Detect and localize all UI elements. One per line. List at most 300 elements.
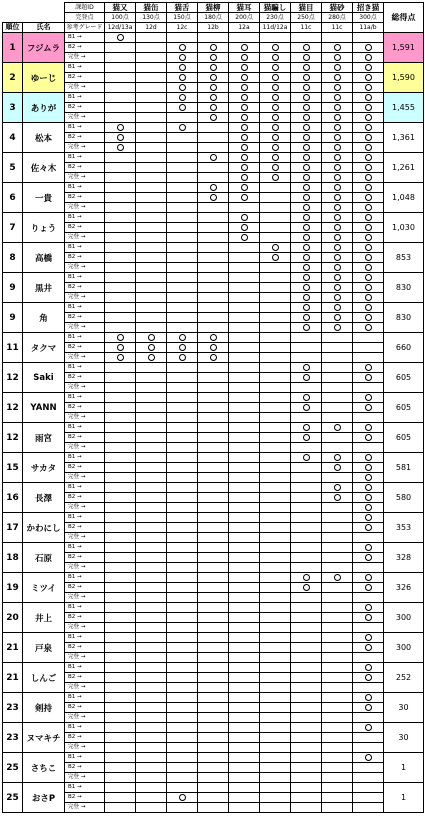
empty-cell — [322, 403, 353, 413]
empty-cell — [322, 333, 353, 343]
attempt-label: 完登 → — [65, 383, 105, 393]
empty-cell — [322, 713, 353, 723]
empty-cell — [167, 373, 198, 383]
empty-cell — [229, 313, 260, 323]
sent-mark — [322, 253, 353, 263]
empty-cell — [229, 443, 260, 453]
circle-icon — [334, 314, 341, 321]
sent-mark — [322, 133, 353, 143]
empty-cell — [291, 493, 322, 503]
empty-cell — [136, 63, 167, 73]
circle-icon — [365, 284, 372, 291]
circle-icon — [272, 74, 279, 81]
empty-cell — [167, 153, 198, 163]
circle-icon — [334, 284, 341, 291]
empty-cell — [105, 573, 136, 583]
circle-icon — [179, 794, 186, 801]
attempt-label: B1 → — [65, 753, 105, 763]
empty-cell — [198, 783, 229, 793]
empty-cell — [136, 263, 167, 273]
empty-cell — [291, 793, 322, 803]
grade-label: 参考グレード — [66, 24, 103, 31]
sent-mark — [229, 113, 260, 123]
empty-cell — [198, 663, 229, 673]
empty-cell — [353, 713, 384, 723]
empty-cell — [198, 513, 229, 523]
sent-mark — [260, 63, 291, 73]
empty-cell — [198, 483, 229, 493]
attempt-label: B2 → — [65, 613, 105, 623]
empty-cell — [167, 203, 198, 213]
circle-icon — [334, 204, 341, 211]
sent-mark — [136, 343, 167, 353]
empty-cell — [167, 213, 198, 223]
empty-cell — [229, 413, 260, 423]
sent-mark — [198, 333, 229, 343]
empty-cell — [229, 393, 260, 403]
empty-cell — [136, 703, 167, 713]
circle-icon — [365, 54, 372, 61]
player-attempt-row — [3, 673, 424, 683]
empty-cell — [136, 383, 167, 393]
circle-icon — [272, 144, 279, 151]
circle-icon — [365, 674, 372, 681]
empty-cell — [322, 473, 353, 483]
player-total: 300 — [384, 603, 424, 633]
sent-mark — [260, 53, 291, 63]
circle-icon — [303, 424, 310, 431]
empty-cell — [322, 803, 353, 813]
empty-cell — [260, 643, 291, 653]
empty-cell — [291, 513, 322, 523]
player-rank: 12 — [3, 423, 23, 453]
circle-icon — [334, 144, 341, 151]
empty-cell — [136, 413, 167, 423]
attempt-label: 完登 → — [65, 53, 105, 63]
empty-cell — [353, 593, 384, 603]
empty-cell — [136, 143, 167, 153]
empty-cell — [198, 303, 229, 313]
sent-mark — [291, 143, 322, 153]
empty-cell — [136, 423, 167, 433]
circle-icon — [365, 554, 372, 561]
empty-cell — [167, 323, 198, 333]
empty-cell — [136, 273, 167, 283]
sent-mark — [353, 393, 384, 403]
circle-icon — [334, 244, 341, 251]
empty-cell — [322, 553, 353, 563]
empty-cell — [105, 393, 136, 403]
empty-cell — [105, 783, 136, 793]
circle-icon — [365, 584, 372, 591]
empty-cell — [229, 803, 260, 813]
empty-cell — [136, 453, 167, 463]
empty-cell — [167, 603, 198, 613]
sent-mark — [198, 183, 229, 193]
empty-cell — [105, 663, 136, 673]
empty-cell — [198, 123, 229, 133]
player-attempt-row — [3, 443, 424, 453]
empty-cell — [167, 413, 198, 423]
problem-grade: 12c — [167, 23, 198, 33]
player-attempt-row — [3, 643, 424, 653]
empty-cell — [229, 473, 260, 483]
empty-cell — [353, 683, 384, 693]
circle-icon — [303, 304, 310, 311]
empty-cell — [167, 783, 198, 793]
sent-mark — [353, 303, 384, 313]
circle-icon — [334, 224, 341, 231]
circle-icon — [365, 394, 372, 401]
empty-cell — [136, 33, 167, 43]
sent-mark — [322, 273, 353, 283]
circle-icon — [365, 84, 372, 91]
empty-cell — [229, 553, 260, 563]
sent-mark — [322, 103, 353, 113]
sent-mark — [198, 73, 229, 83]
empty-cell — [322, 643, 353, 653]
empty-cell — [322, 523, 353, 533]
problem-name: 猫耳 — [229, 3, 260, 13]
sent-mark — [353, 373, 384, 383]
empty-cell — [198, 613, 229, 623]
empty-cell — [260, 763, 291, 773]
empty-cell — [322, 743, 353, 753]
empty-cell — [105, 253, 136, 263]
circle-icon — [179, 334, 186, 341]
circle-icon — [365, 644, 372, 651]
circle-icon — [210, 44, 217, 51]
sent-mark — [105, 133, 136, 143]
empty-cell — [167, 453, 198, 463]
attempt-label: 完登 → — [65, 533, 105, 543]
empty-cell — [260, 613, 291, 623]
circle-icon — [241, 134, 248, 141]
empty-cell — [260, 283, 291, 293]
sent-mark — [322, 423, 353, 433]
empty-cell — [260, 313, 291, 323]
sent-mark — [229, 53, 260, 63]
empty-cell — [105, 363, 136, 373]
empty-cell — [167, 513, 198, 523]
sent-mark — [353, 313, 384, 323]
empty-cell — [229, 363, 260, 373]
attempt-label: B2 → — [65, 493, 105, 503]
sent-mark — [167, 43, 198, 53]
sent-mark — [353, 493, 384, 503]
circle-icon — [334, 264, 341, 271]
empty-cell — [322, 603, 353, 613]
circle-icon — [303, 294, 310, 301]
circle-icon — [241, 104, 248, 111]
sent-mark — [198, 63, 229, 73]
circle-icon — [365, 454, 372, 461]
empty-cell — [167, 313, 198, 323]
empty-cell — [322, 413, 353, 423]
sent-mark — [229, 153, 260, 163]
empty-cell — [105, 113, 136, 123]
player-name: タクマ — [23, 333, 65, 363]
player-name: しんご — [23, 663, 65, 693]
empty-cell — [136, 543, 167, 553]
player-name: 戸泉 — [23, 633, 65, 663]
player-attempt-row — [3, 153, 424, 163]
circle-icon — [303, 44, 310, 51]
empty-cell — [260, 193, 291, 203]
sent-mark — [260, 173, 291, 183]
sent-mark — [353, 243, 384, 253]
attempt-label: B2 → — [65, 283, 105, 293]
player-total: 830 — [384, 273, 424, 303]
empty-cell — [136, 803, 167, 813]
player-attempt-row — [3, 803, 424, 813]
circle-icon — [334, 324, 341, 331]
results-table — [2, 2, 424, 813]
empty-cell — [322, 353, 353, 363]
empty-cell — [198, 243, 229, 253]
empty-cell — [353, 353, 384, 363]
sent-mark — [229, 43, 260, 53]
player-attempt-row — [3, 533, 424, 543]
empty-cell — [105, 93, 136, 103]
circle-icon — [210, 184, 217, 191]
sent-mark — [353, 483, 384, 493]
empty-cell — [105, 523, 136, 533]
attempt-label: 完登 → — [65, 443, 105, 453]
player-name: さちこ — [23, 753, 65, 783]
empty-cell — [136, 743, 167, 753]
attempt-label: 完登 → — [65, 113, 105, 123]
empty-cell — [105, 43, 136, 53]
empty-cell — [229, 783, 260, 793]
attempt-label: B2 → — [65, 403, 105, 413]
attempt-label: B1 → — [65, 423, 105, 433]
sent-mark — [198, 53, 229, 63]
problem-name: 猫砂 — [322, 3, 353, 13]
sent-mark — [291, 133, 322, 143]
sent-mark — [322, 203, 353, 213]
empty-cell — [353, 563, 384, 573]
empty-cell — [167, 683, 198, 693]
sent-mark — [353, 553, 384, 563]
empty-cell — [105, 533, 136, 543]
sent-mark — [353, 253, 384, 263]
circle-icon — [241, 214, 248, 221]
attempt-label: B1 → — [65, 243, 105, 253]
sent-mark — [198, 43, 229, 53]
circle-icon — [365, 524, 372, 531]
sent-mark — [322, 453, 353, 463]
empty-cell — [322, 583, 353, 593]
player-attempt-row — [3, 253, 424, 263]
empty-cell — [260, 593, 291, 603]
empty-cell — [136, 283, 167, 293]
empty-cell — [322, 373, 353, 383]
circle-icon — [334, 234, 341, 241]
circle-icon — [241, 94, 248, 101]
empty-cell — [167, 383, 198, 393]
empty-cell — [136, 753, 167, 763]
problem-points: 150点 — [167, 13, 198, 23]
sent-mark — [353, 123, 384, 133]
empty-cell — [291, 683, 322, 693]
empty-cell — [136, 303, 167, 313]
sent-mark — [353, 423, 384, 433]
sent-mark — [167, 333, 198, 343]
player-attempt-row — [3, 233, 424, 243]
circle-icon — [365, 64, 372, 71]
player-attempt-row — [3, 123, 424, 133]
empty-cell — [136, 733, 167, 743]
empty-cell — [260, 803, 291, 813]
problem-points: 280点 — [322, 13, 353, 23]
sent-mark — [353, 753, 384, 763]
sent-mark — [291, 203, 322, 213]
problem-id-label: 課題ID — [65, 3, 105, 13]
header-points-row — [3, 13, 424, 23]
circle-icon — [334, 84, 341, 91]
empty-cell — [229, 263, 260, 273]
sent-mark — [229, 83, 260, 93]
player-rank: 9 — [3, 303, 23, 333]
empty-cell — [260, 793, 291, 803]
circle-icon — [334, 54, 341, 61]
attempt-label: B2 → — [65, 193, 105, 203]
circle-icon — [365, 634, 372, 641]
circle-icon — [334, 294, 341, 301]
sent-mark — [291, 173, 322, 183]
empty-cell — [136, 103, 167, 113]
player-rank: 19 — [3, 573, 23, 603]
sent-mark — [229, 183, 260, 193]
empty-cell — [229, 723, 260, 733]
player-attempt-row — [3, 563, 424, 573]
circle-icon — [334, 124, 341, 131]
empty-cell — [353, 803, 384, 813]
empty-cell — [229, 343, 260, 353]
empty-cell — [136, 593, 167, 603]
empty-cell — [136, 233, 167, 243]
empty-cell — [291, 623, 322, 633]
empty-cell — [260, 603, 291, 613]
circle-icon — [303, 134, 310, 141]
circle-icon — [210, 94, 217, 101]
circle-icon — [303, 224, 310, 231]
problem-points: 130点 — [136, 13, 167, 23]
circle-icon — [179, 54, 186, 61]
attempt-label: B1 → — [65, 573, 105, 583]
empty-cell — [136, 113, 167, 123]
player-attempt-row — [3, 333, 424, 343]
empty-cell — [260, 323, 291, 333]
empty-cell — [198, 463, 229, 473]
circle-icon — [334, 194, 341, 201]
empty-cell — [229, 613, 260, 623]
empty-cell — [322, 563, 353, 573]
empty-cell — [167, 503, 198, 513]
sent-mark — [291, 233, 322, 243]
empty-cell — [105, 163, 136, 173]
player-attempt-row — [3, 513, 424, 523]
problem-points: 100点 — [105, 13, 136, 23]
empty-cell — [322, 673, 353, 683]
circle-icon — [148, 354, 155, 361]
player-total: 580 — [384, 483, 424, 513]
empty-cell — [260, 573, 291, 583]
empty-cell — [136, 583, 167, 593]
circle-icon — [365, 274, 372, 281]
empty-cell — [198, 633, 229, 643]
empty-cell — [198, 793, 229, 803]
empty-cell — [229, 603, 260, 613]
player-name: Saki — [23, 363, 65, 393]
player-total: 300 — [384, 633, 424, 663]
empty-cell — [291, 463, 322, 473]
sent-mark — [322, 193, 353, 203]
empty-cell — [105, 323, 136, 333]
empty-cell — [291, 783, 322, 793]
attempt-label: B1 → — [65, 663, 105, 673]
empty-cell — [136, 213, 167, 223]
player-total: 605 — [384, 393, 424, 423]
attempt-label: B1 → — [65, 633, 105, 643]
empty-cell — [167, 253, 198, 263]
player-rank: 23 — [3, 693, 23, 723]
sent-mark — [291, 313, 322, 323]
empty-cell — [136, 683, 167, 693]
sent-mark — [322, 303, 353, 313]
empty-cell — [198, 583, 229, 593]
player-name: 井上 — [23, 603, 65, 633]
player-attempt-row — [3, 433, 424, 443]
sent-mark — [322, 323, 353, 333]
circle-icon — [365, 364, 372, 371]
player-attempt-row — [3, 353, 424, 363]
sent-mark — [260, 93, 291, 103]
empty-cell — [260, 443, 291, 453]
player-rank: 7 — [3, 213, 23, 243]
empty-cell — [291, 503, 322, 513]
empty-cell — [105, 603, 136, 613]
empty-cell — [229, 503, 260, 513]
empty-cell — [322, 363, 353, 373]
sent-mark — [322, 73, 353, 83]
circle-icon — [334, 134, 341, 141]
player-rank: 4 — [3, 123, 23, 153]
empty-cell — [229, 753, 260, 763]
empty-cell — [291, 613, 322, 623]
attempt-label: 完登 → — [65, 143, 105, 153]
sent-mark — [353, 63, 384, 73]
empty-cell — [229, 203, 260, 213]
empty-cell — [136, 313, 167, 323]
sent-mark — [353, 363, 384, 373]
sent-mark — [353, 113, 384, 123]
sent-mark — [322, 243, 353, 253]
circle-icon — [365, 474, 372, 481]
circle-icon — [272, 244, 279, 251]
attempt-label: B2 → — [65, 133, 105, 143]
sent-mark — [260, 73, 291, 83]
circle-icon — [365, 264, 372, 271]
empty-cell — [229, 493, 260, 503]
sent-mark — [105, 333, 136, 343]
empty-cell — [291, 353, 322, 363]
sent-mark — [198, 83, 229, 93]
circle-icon — [303, 84, 310, 91]
empty-cell — [291, 673, 322, 683]
circle-icon — [303, 214, 310, 221]
